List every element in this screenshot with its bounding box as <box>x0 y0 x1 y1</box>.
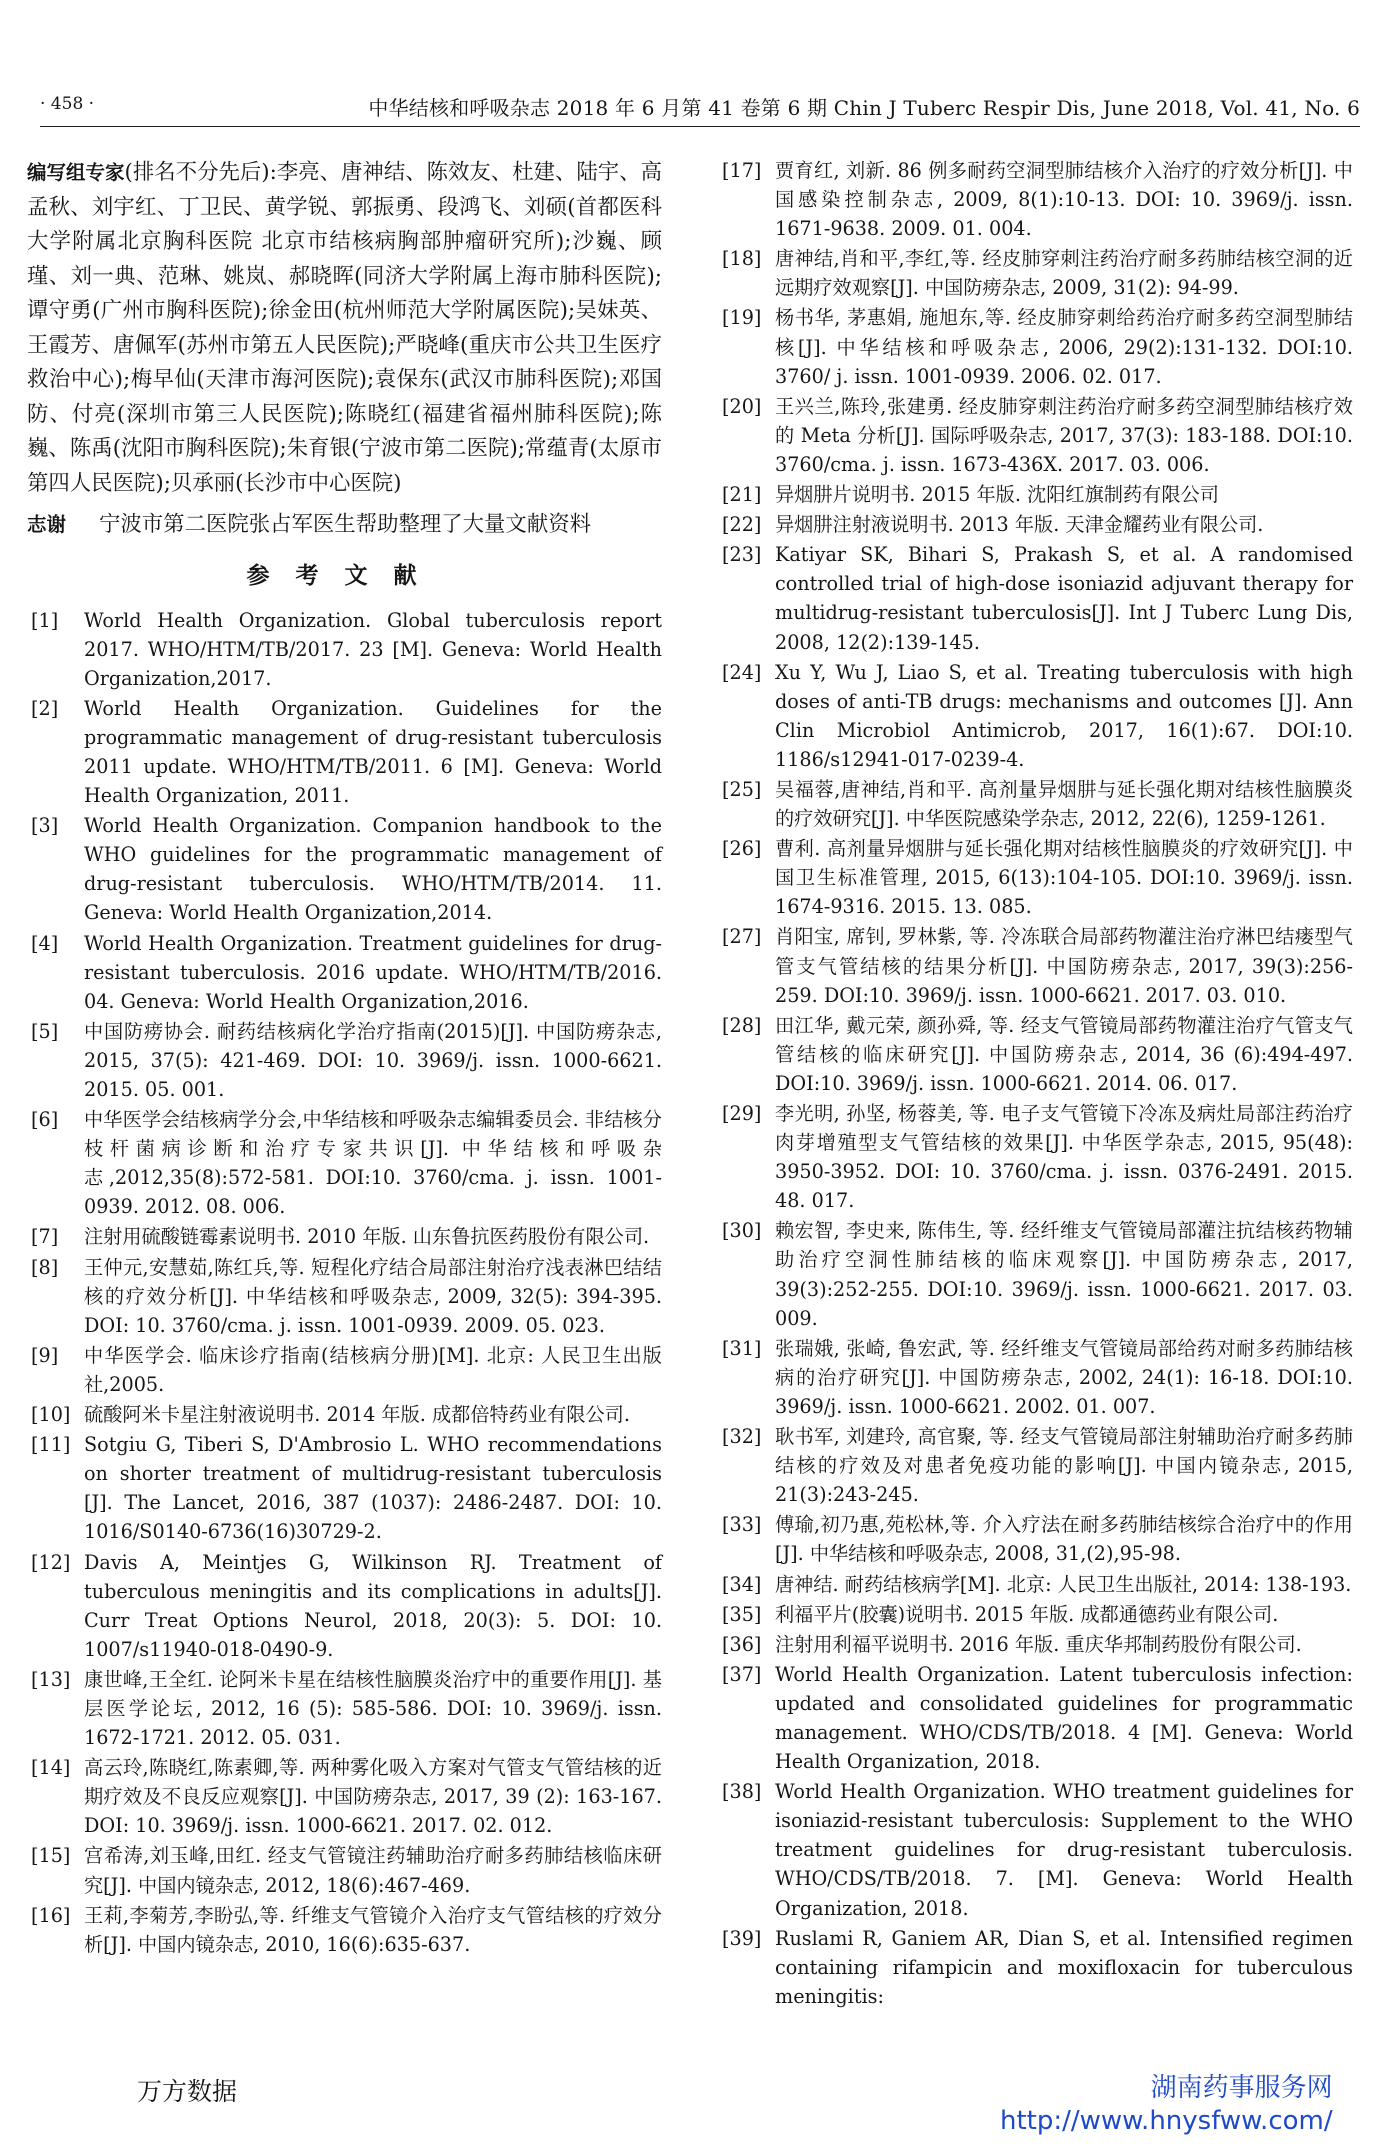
reference-number: [10] <box>31 1403 71 1427</box>
page-header <box>40 92 1360 127</box>
reference-text: World Health Organization. Guidelines for the programmatic management of drug-resistant tuberculosis 2011 update. WHO/HTM/TB/2011. 6 [M]. Geneva: World Health Organization, 2011. <box>84 696 662 808</box>
reference-text: 康世峰,王全红. 论阿米卡星在结核性脑膜炎治疗中的重要作用[J]. 基层医学论坛, 2012, 16 (5): 585-586. DOI: 10. 3969/j. issn. 1672-1721. 2012. 05. 031. <box>84 1667 662 1750</box>
reference-list-right <box>718 156 1353 2011</box>
reference-number: [11] <box>31 1433 71 1457</box>
footer-watermark-left: 万方数据 <box>137 2077 238 2106</box>
reference-item <box>718 510 1353 539</box>
reference-item <box>27 1105 662 1221</box>
reference-number: [36] <box>722 1632 762 1656</box>
reference-text: 肖阳宝, 席钊, 罗林紫, 等. 冷冻联合局部药物灌注治疗淋巴结瘘型气管支气管结核的结果分析[J]. 中国防痨杂志, 2017, 39(3):256-259. DOI:10. 3969/j. issn. 1000-6621. 2017. 03. 010. <box>775 925 1353 1007</box>
reference-text: Sotgiu G, Tiberi S, D'Ambrosio L. WHO recommendations on shorter treatment of multidrug-resistant tuberculosis [J]. The Lancet, 2016, 387 (1037): 2486-2487. DOI: 10. 1016/S0140-6736(16)30729-2. <box>84 1433 662 1544</box>
reference-item <box>718 1600 1353 1629</box>
reference-text: 王莉,李菊芳,李盼弘,等. 纤维支气管镜介入治疗支气管结核的疗效分析[J]. 中国内镜杂志, 2010, 16(6):635-637. <box>84 1903 662 1956</box>
reference-item <box>718 1099 1353 1215</box>
reference-text: 高云玲,陈晓红,陈素卿,等. 两种雾化吸入方案对气管支气管结核的近期疗效及不良反应观察[J]. 中国防痨杂志, 2017, 39 (2): 163-167. DOI: 10. 3969/j. issn. 1000-6621. 2017. 02. 012. <box>84 1756 662 1838</box>
reference-item <box>718 1510 1353 1568</box>
reference-number: [12] <box>31 1550 71 1574</box>
reference-text: 中华医学会. 临床诊疗指南(结核病分册)[M]. 北京: 人民卫生出版社,2005. <box>84 1343 662 1396</box>
reference-text: World Health Organization. WHO treatment guidelines for isoniazid-resistant tuberculosis: Supplement to the WHO treatment guidelines for drug-resistant tuberculosis. WHO/CDS/TB/2018. 7. [M]. Geneva: World Health Organization, 2018. <box>775 1780 1353 1920</box>
reference-item <box>718 775 1353 833</box>
reference-text: 唐神结. 耐药结核病学[M]. 北京: 人民卫生出版社, 2014: 138-193. <box>775 1572 1352 1596</box>
reference-number: [17] <box>722 159 762 182</box>
reference-text: 田江华, 戴元荣, 颜孙舜, 等. 经支气管镜局部药物灌注治疗气管支气管结核的临床研究[J]. 中国防痨杂志, 2014, 36 (6):494-497. DOI:10. 3969/j. issn. 1000-6621. 2014. 06. 017. <box>775 1013 1353 1095</box>
reference-item <box>27 606 662 693</box>
reference-text: 中华医学会结核病学分会,中华结核和呼吸杂志编辑委员会. 非结核分枝杆菌病诊断和治疗专家共识[J]. 中华结核和呼吸杂志,2012,35(8):572-581. DOI:10. 3760/cma. j. issn. 1001-0939. 2012. 08. 006. <box>84 1108 662 1219</box>
reference-number: [9] <box>31 1343 59 1367</box>
reference-number: [3] <box>31 814 59 838</box>
reference-item <box>718 834 1353 921</box>
reference-text: Xu Y, Wu J, Liao S, et al. Treating tuberculosis with high doses of anti-TB drugs: mechanisms and outcomes [J]. Ann Clin Microbiol Antimicrob, 2017, 16(1):67. DOI:10. 1186/s12941-017-0239-4. <box>775 660 1353 771</box>
reference-text: 吴福蓉,唐神结,肖和平. 高剂量异烟肼与延长强化期对结核性脑膜炎的疗效研究[J]. 中华医院感染学杂志, 2012, 22(6), 1259-1261. <box>775 777 1353 831</box>
page-number: · 458 · <box>40 94 95 114</box>
reference-text: 中国防痨协会. 耐药结核病化学治疗指南(2015)[J]. 中国防痨杂志, 2015, 37(5): 421-469. DOI: 10. 3969/j. issn. 1000-6621. 2015. 05. 001. <box>84 1019 662 1101</box>
reference-number: [18] <box>722 247 762 271</box>
reference-item <box>718 156 1353 243</box>
left-column <box>27 156 662 1960</box>
reference-text: 王兴兰,陈玲,张建勇. 经皮肺穿刺注药治疗耐多药空洞型肺结核疗效的 Meta 分析[J]. 国际呼吸杂志, 2017, 37(3): 183-188. DOI:10. 3760/cma. j. issn. 1673-436X. 2017. 03. 006. <box>775 394 1353 476</box>
reference-number: [25] <box>722 777 762 801</box>
reference-item <box>718 1011 1353 1098</box>
reference-text: 利福平片(胶囊)说明书. 2015 年版. 成都通德药业有限公司. <box>775 1602 1279 1626</box>
reference-number: [15] <box>31 1844 71 1868</box>
reference-item <box>27 1253 662 1340</box>
reference-text: Katiyar SK, Bihari S, Prakash S, et al. A randomised controlled trial of high-dose isoniazid adjuvant therapy for multidrug-resistant tuberculosis[J]. Int J Tuberc Lung Dis, 2008, 12(2):139-145. <box>775 543 1353 654</box>
reference-text: 傅瑜,初乃惠,苑松林,等. 介入疗法在耐多药肺结核综合治疗中的作用[J]. 中华结核和呼吸杂志, 2008, 31,(2),95-98. <box>775 1513 1353 1566</box>
reference-text: 张瑞娥, 张崎, 鲁宏武, 等. 经纤维支气管镜局部给药对耐多药肺结核病的治疗研究[J]. 中国防痨杂志, 2002, 24(1): 16-18. DOI:10. 3969/j. issn. 1000-6621. 2002. 01. 007. <box>775 1336 1353 1418</box>
reference-text: 宫希涛,刘玉峰,田红. 经支气管镜注药辅助治疗耐多药肺结核临床研究[J]. 中国内镜杂志, 2012, 18(6):467-469. <box>84 1844 662 1897</box>
reference-number: [34] <box>722 1572 762 1596</box>
reference-text: 曹利. 高剂量异烟肼与延长强化期对结核性脑膜炎的疗效研究[J]. 中国卫生标准管理, 2015, 6(13):104-105. DOI:10. 3969/j. issn. 1674-9316. 2015. 13. 085. <box>775 837 1353 919</box>
reference-item <box>718 658 1353 774</box>
reference-number: [6] <box>31 1108 59 1132</box>
reference-text: 王仲元,安慧茹,陈红兵,等. 短程化疗结合局部注射治疗浅表淋巴结结核的疗效分析[J]. 中华结核和呼吸杂志, 2009, 32(5): 394-395. DOI: 10. 3760/cma. j. issn. 1001-0939. 2009. 05. 023. <box>84 1255 662 1337</box>
reference-text: 杨书华, 茅惠娟, 施旭东,等. 经皮肺穿刺给药治疗耐多药空洞型肺结核[J]. 中华结核和呼吸杂志, 2006, 29(2):131-132. DOI:10. 3760/ j. issn. 1001-0939. 2006. 02. 017. <box>775 306 1353 388</box>
reference-text: Ruslami R, Ganiem AR, Dian S, et al. Intensified regimen containing rifampicin and moxifloxacin for tuberculous meningitis: <box>775 1926 1353 2008</box>
reference-text: World Health Organization. Treatment guidelines for drug-resistant tuberculosis. 2016 update. WHO/HTM/TB/2016. 04. Geneva: World Health Organization,2016. <box>84 931 662 1013</box>
reference-item <box>27 1222 662 1251</box>
reference-number: [26] <box>722 837 762 861</box>
reference-text: World Health Organization. Global tuberculosis report 2017. WHO/HTM/TB/2017. 23 [M]. Geneva: World Health Organization,2017. <box>84 608 662 690</box>
journal-info: 中华结核和呼吸杂志 2018 年 6 月第 41 卷第 6 期 Chin J Tuberc Respir Dis, June 2018, Vol. 41, No. 6 <box>368 96 1360 120</box>
right-column <box>718 156 1353 2012</box>
reference-number: [33] <box>722 1513 762 1537</box>
reference-number: [28] <box>722 1013 762 1037</box>
reference-item <box>27 1841 662 1899</box>
reference-number: [7] <box>31 1225 59 1249</box>
reference-number: [23] <box>722 543 762 567</box>
reference-item <box>718 1570 1353 1599</box>
reference-item <box>718 303 1353 390</box>
reference-text: 唐神结,肖和平,李红,等. 经皮肺穿刺注药治疗耐多药肺结核空洞的近远期疗效观察[J]. 中国防痨杂志, 2009, 31(2): 94-99. <box>775 247 1353 300</box>
reference-item <box>718 1334 1353 1421</box>
reference-number: [39] <box>722 1926 762 1950</box>
reference-item <box>718 244 1353 302</box>
reference-text: 异烟肼注射液说明书. 2013 年版. 天津金耀药业有限公司. <box>775 513 1264 537</box>
reference-text: World Health Organization. Companion handbook to the WHO guidelines for the programmatic management of drug-resistant tuberculosis. WHO/HTM/TB/2014. 11. Geneva: World Health Organization,2014. <box>84 814 662 925</box>
reference-item <box>27 1548 662 1664</box>
references-title: 参考文献 <box>246 562 443 589</box>
reference-text: 硫酸阿米卡星注射液说明书. 2014 年版. 成都倍特药业有限公司. <box>84 1403 630 1427</box>
acknowledgement-text: 宁波市第二医院张占军医生帮助整理了大量文献资料 <box>99 512 591 537</box>
experts-paragraph <box>27 156 662 501</box>
reference-number: [2] <box>31 696 59 720</box>
reference-text: 异烟肼片说明书. 2015 年版. 沈阳红旗制药有限公司 <box>775 483 1219 507</box>
reference-item <box>27 929 662 1016</box>
reference-item <box>27 1400 662 1429</box>
reference-item <box>718 1777 1353 1922</box>
reference-number: [1] <box>31 608 59 632</box>
reference-number: [30] <box>722 1219 762 1243</box>
reference-number: [20] <box>722 394 762 418</box>
reference-item <box>718 480 1353 509</box>
acknowledgement-paragraph <box>27 508 662 543</box>
reference-number: [37] <box>722 1662 762 1686</box>
reference-number: [5] <box>31 1019 59 1043</box>
reference-number: [4] <box>31 931 59 955</box>
footer-site-name: 湖南药事服务网 <box>1150 2073 1333 2103</box>
reference-item <box>27 694 662 810</box>
reference-number: [19] <box>722 306 762 330</box>
reference-number: [22] <box>722 513 762 537</box>
reference-item <box>718 1216 1353 1332</box>
reference-number: [14] <box>31 1756 71 1780</box>
reference-text: Davis A, Meintjes G, Wilkinson RJ. Treatment of tuberculous meningitis and its complications in adults[J]. Curr Treat Options Neurol, 2018, 20(3): 5. DOI: 10. 1007/s11940-018-0490-9. <box>84 1550 662 1661</box>
reference-item <box>27 1341 662 1399</box>
reference-item <box>27 1017 662 1104</box>
reference-number: [21] <box>722 483 762 507</box>
reference-number: [32] <box>722 1425 762 1449</box>
reference-item <box>718 1422 1353 1509</box>
reference-item <box>718 1924 1353 2011</box>
footer-site-url: http://www.hnysfww.com/ <box>1000 2106 1333 2136</box>
reference-item <box>27 1901 662 1959</box>
experts-label: 编写组专家 <box>27 161 125 184</box>
reference-text: 李光明, 孙坚, 杨蓉美, 等. 电子支气管镜下冷冻及病灶局部注药治疗肉芽增殖型支气管结核的效果[J]. 中华医学杂志, 2015, 95(48): 3950-3952. DOI: 10. 3760/cma. j. issn. 0376-2491. 2015. 48. 017. <box>775 1102 1353 1213</box>
reference-number: [16] <box>31 1903 71 1927</box>
reference-number: [13] <box>31 1667 71 1691</box>
experts-text: (排名不分先后):李亮、唐神结、陈效友、杜建、陆宇、高孟秋、刘宇红、丁卫民、黄学锐、郭振勇、段鸿飞、刘硕(首都医科大学附属北京胸科医院 北京市结核病胸部肿瘤研究所);沙巍、顾瑾、刘一典、范琳、姚岚、郝晓晖(同济大学附属上海市肺科医院);谭守勇(广州市胸科医院);徐金田(杭州师范大学附属医院);吴妹英、王霞芳、唐佩军(苏州市第五人民医院);严晓峰(重庆市公共卫生医疗救治中心);梅早仙(天津市海河医院);袁保东(武汉市肺科医院);邓国防、付亮(深圳市第三人民医院);陈晓红(福建省福州肺科医院);陈巍、陈禹(沈阳市胸科医院);朱育银(宁波市第二医院);常蕴青(太原市第四人民医院);贝承丽(长沙市中心医院) <box>27 160 662 496</box>
reference-list-left <box>27 606 662 1959</box>
reference-item <box>718 540 1353 656</box>
reference-item <box>27 1753 662 1840</box>
reference-item <box>718 922 1353 1009</box>
reference-number: [31] <box>722 1336 762 1360</box>
reference-number: [29] <box>722 1102 762 1125</box>
acknowledgement-label: 志谢 <box>27 513 67 536</box>
reference-item <box>718 1660 1353 1776</box>
reference-item <box>27 1430 662 1546</box>
reference-text: 注射用利福平说明书. 2016 年版. 重庆华邦制药股份有限公司. <box>775 1632 1302 1656</box>
reference-text: 耿书军, 刘建玲, 高官聚, 等. 经支气管镜局部注射辅助治疗耐多药肺结核的疗效及对患者免疫功能的影响[J]. 中国内镜杂志, 2015, 21(3):243-245. <box>775 1425 1353 1507</box>
reference-text: 贾育红, 刘新. 86 例多耐药空洞型肺结核介入治疗的疗效分析[J]. 中国感染控制杂志, 2009, 8(1):10-13. DOI: 10. 3969/j. issn. 1671-9638. 2009. 01. 004. <box>775 159 1353 241</box>
footer-watermark-right <box>1000 2072 1333 2138</box>
reference-text: World Health Organization. Latent tuberculosis infection: updated and consolidated guidelines for programmatic management. WHO/CDS/TB/2018. 4 [M]. Geneva: World Health Organization, 2018. <box>775 1662 1353 1774</box>
reference-text: 赖宏智, 李史来, 陈伟生, 等. 经纤维支气管镜局部灌注抗结核药物辅助治疗空洞性肺结核的临床观察[J]. 中国防痨杂志, 2017, 39(3):252-255. DOI:10. 3969/j. issn. 1000-6621. 2017. 03. 009. <box>775 1219 1353 1330</box>
reference-text: 注射用硫酸链霉素说明书. 2010 年版. 山东鲁抗医药股份有限公司. <box>84 1225 650 1249</box>
reference-number: [27] <box>722 925 762 949</box>
reference-item <box>27 811 662 927</box>
reference-item <box>27 1665 662 1752</box>
reference-number: [24] <box>722 660 762 684</box>
reference-item <box>718 392 1353 479</box>
reference-number: [8] <box>31 1255 59 1279</box>
reference-number: [38] <box>722 1780 762 1804</box>
reference-number: [35] <box>722 1602 762 1626</box>
reference-item <box>718 1630 1353 1659</box>
